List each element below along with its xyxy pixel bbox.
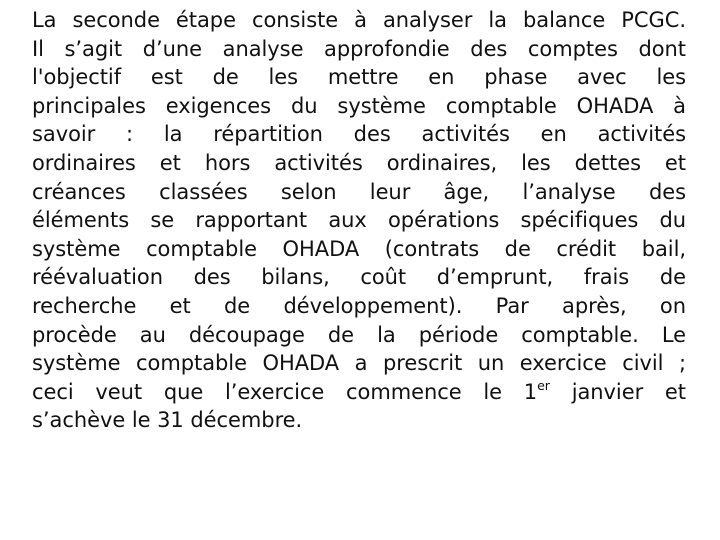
paragraph-line-5: savoir : la répartition des activités en activités: [32, 122, 686, 147]
paragraph-line-9: système comptable OHADA (contrats de crédit bail,: [32, 236, 686, 261]
paragraph-line-14: [32, 378, 686, 407]
ordinal-superscript: er: [537, 377, 550, 393]
paragraph-line-15: s’achève le 31 décembre.: [32, 408, 303, 433]
paragraph-line-10: réévaluation des bilans, coût d’emprunt, frais de: [32, 265, 686, 290]
paragraph-line-1: La seconde étape consiste à analyser la balance PCGC.: [32, 8, 686, 32]
paragraph-line-13: système comptable OHADA a prescrit un exercice civil ;: [32, 351, 686, 376]
paragraph-line-11: recherche et de développement). Par après, on: [32, 293, 686, 318]
body-paragraph: [32, 6, 686, 435]
line-14-tail-text: janvier et: [549, 379, 686, 404]
line-14-main-text: ceci veut que l’exercice commence le 1: [32, 379, 538, 404]
paragraph-line-3: l'objectif est de les mettre en phase avec les: [32, 65, 686, 90]
paragraph-line-6: ordinaires et hors activités ordinaires, les dettes et: [32, 150, 686, 175]
paragraph-line-7: créances classées selon leur âge, l’analyse des: [32, 179, 686, 204]
paragraph-line-12: procède au découpage de la période comptable. Le: [32, 322, 686, 347]
paragraph-line-8: éléments se rapportant aux opérations spécifiques du: [32, 208, 686, 233]
paragraph-line-2: Il s’agit d’une analyse approfondie des comptes dont: [32, 36, 686, 61]
paragraph-line-4: principales exigences du système comptable OHADA à: [32, 93, 686, 118]
